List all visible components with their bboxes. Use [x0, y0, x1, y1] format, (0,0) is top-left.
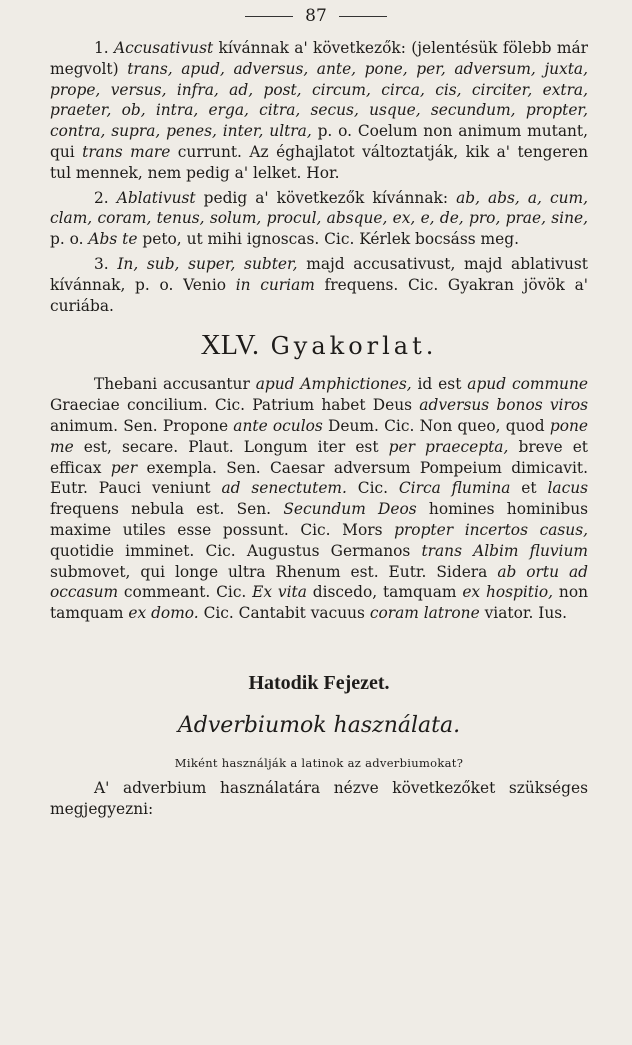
header-rule-left [245, 16, 293, 17]
page-number: 87 [305, 6, 327, 26]
chapter-intro: A' adverbium használatára nézve következőket szükséges megjegyezni: [50, 778, 588, 818]
page-content [50, 38, 588, 820]
paragraph-both-cases: 3. In, sub, super, subter, majd accusativust, majd ablativust kívánnak, p. o. Venio in curiam frequens. Cic. Gyakran jövök a' curiába. [50, 254, 588, 315]
paragraph-accusative: 1. Accusativust kívánnak a' következők: (jelentésük fölebb már megvolt) trans, apud, adversus, ante, pone, per, adversum, juxta, prope, versus, infra, ad, post, circum, circa, cis, circiter, extra, praeter, ob, intra, erga, citra, secus, usque, secundum, propter, contra, supra, penes, inter, ultra, p. o. Coelum non animum mutant, qui trans mare currunt. Az éghajlatot változtatják, kik a' tengeren tul mennek, nem pedig a' lelket. Hor. [50, 39, 588, 182]
chapter-title: Hatodik Fejezet. [248, 671, 390, 694]
chapter-subtitle: Adverbiumok használata. [177, 712, 461, 738]
paragraph-ablative: 2. Ablativust pedig a' következők kívánnak: ab, abs, a, cum, clam, coram, tenus, solum, procul, absque, ex, e, de, pro, prae, sine, p. o. Abs te peto, ut mihi ignoscas. Cic. Kérlek bocsáss meg. [50, 188, 588, 249]
exercise-text: Thebani accusantur apud Amphictiones, id est apud commune Graeciae concilium. Cic. Patrium habet Deus adversus bonos viros animum. Sen. Propone ante oculos Deum. Cic. Non queo, quod pone me est, secare. Plaut. Longum iter est per praecepta, breve et efficax per exempla. Sen. Caesar adversum Pompeium dimicavit. Eutr. Pauci veniunt ad senectutem. Cic. Circa flumina et lacus frequens nebula est. Sen. Secundum Deos homines hominibus maxime utiles esse possunt. Cic. Mors propter incertos casus, quotidie imminet. Cic. Augustus Germanos trans Albim fluvium submovet, qui longe ultra Rhenum est. Eutr. Sidera ab ortu ad occasum commeant. Cic. Ex vita discedo, tamquam ex hospitio, non tamquam ex domo. Cic. Cantabit vacuus coram latrone viator. Ius. [50, 375, 589, 623]
chapter-question: Miként használják a latinok az adverbiumokat? [174, 755, 464, 770]
page-header [0, 6, 632, 26]
header-rule-right [339, 16, 387, 17]
section-heading: XLV. Gyakorlat. [200, 330, 438, 362]
